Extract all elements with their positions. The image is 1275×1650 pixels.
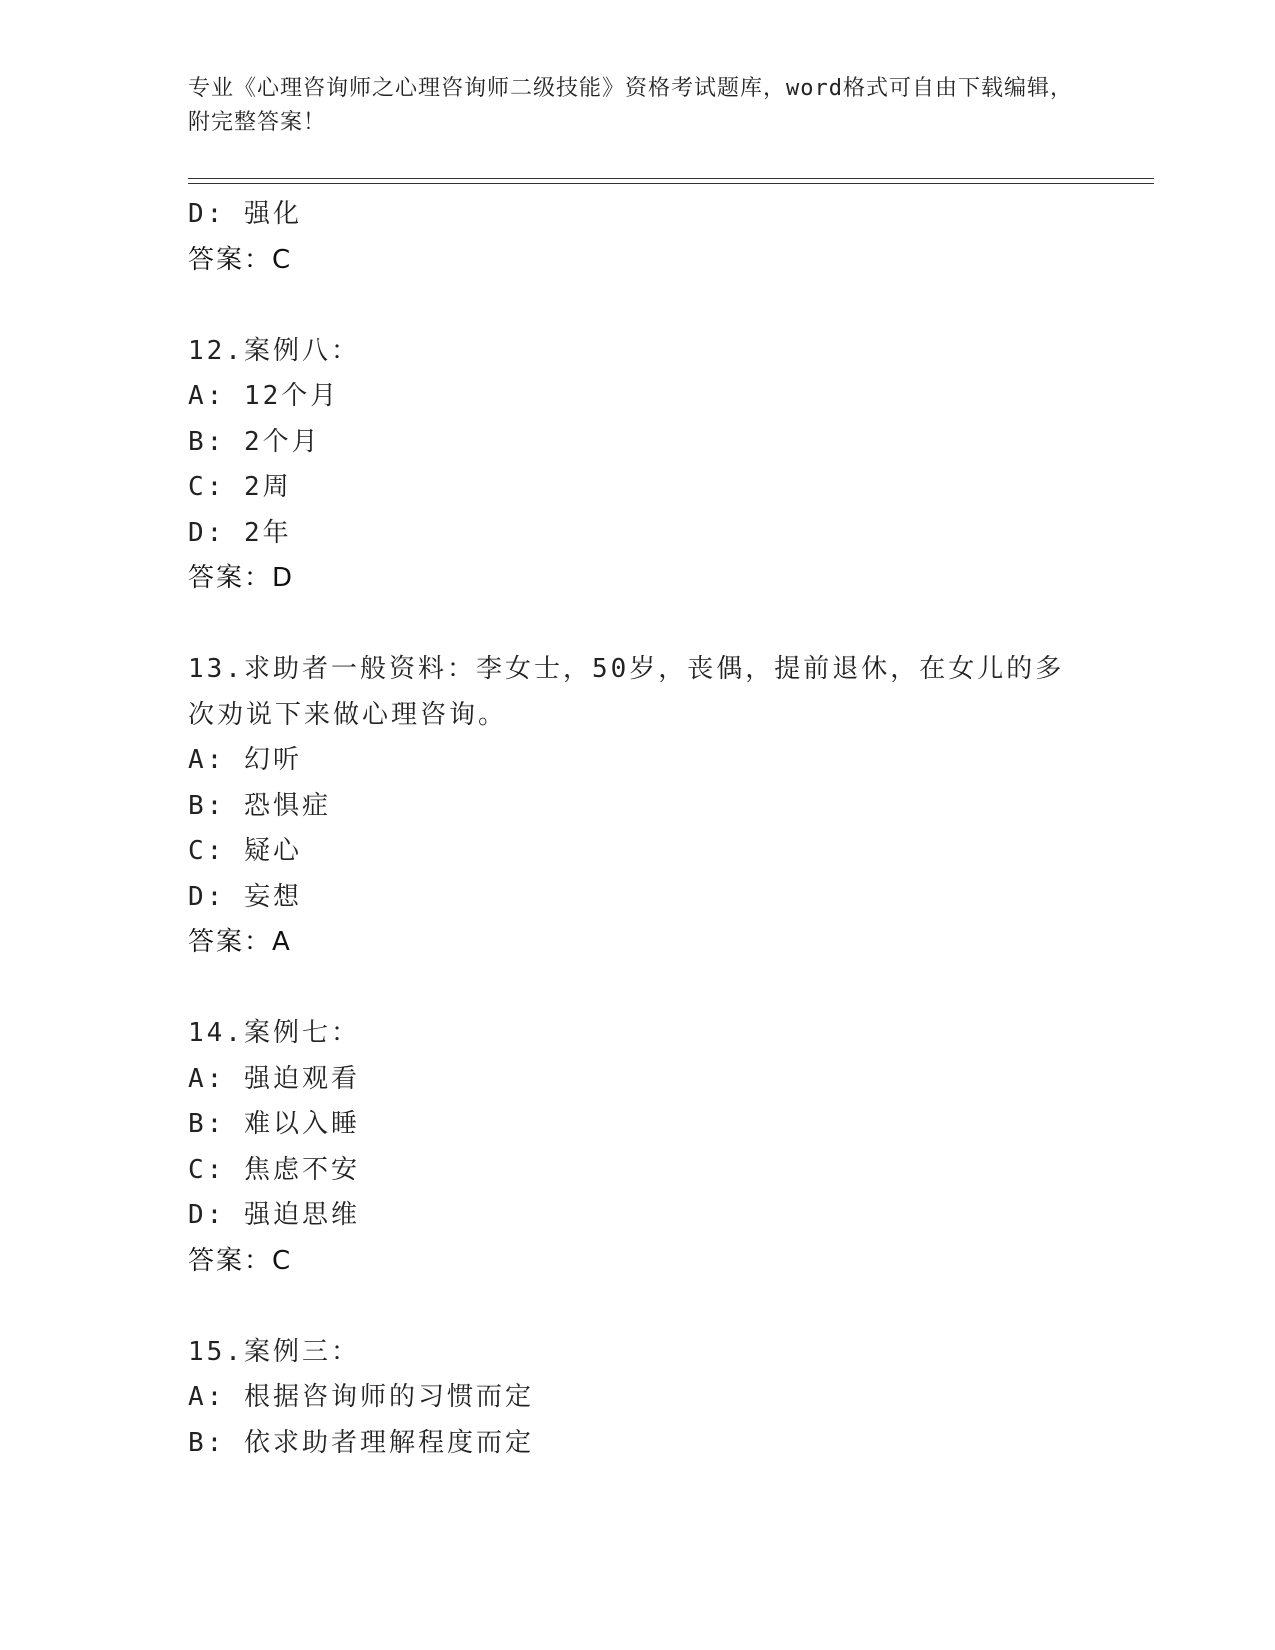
- option-d: D: 强迫思维: [188, 1200, 360, 1230]
- spacer: [188, 283, 1088, 329]
- option-b: B: 2个月: [188, 426, 321, 457]
- answer-label: 答案：C: [188, 244, 293, 275]
- option-c: C: 2周: [188, 472, 292, 502]
- option-d: D: 妄想: [188, 881, 302, 912]
- spacer: [188, 966, 1088, 1012]
- question-14: [188, 1011, 1088, 1284]
- document-header: 专业《心理咨询师之心理咨询师二级技能》资格考试题库，word格式可自由下载编辑，附完整答案！: [188, 76, 1073, 135]
- question-13: [188, 647, 1088, 966]
- spacer: [188, 602, 1088, 648]
- question-stem: 12.案例八：: [188, 335, 360, 366]
- question-stem: 14.案例七：: [188, 1018, 360, 1048]
- option-a: A: 12个月: [188, 381, 340, 411]
- answer-label: 答案：C: [188, 1245, 293, 1276]
- option-a: A: 强迫观看: [188, 1063, 360, 1094]
- option-c: C: 疑心: [188, 836, 302, 866]
- header-divider-bottom: [188, 183, 1154, 184]
- option-d: D: 强化: [188, 199, 302, 229]
- answer-label: 答案：A: [188, 927, 292, 957]
- option-c: C: 焦虑不安: [188, 1154, 360, 1185]
- answer-label: 答案：D: [188, 563, 295, 593]
- question-list: [188, 192, 1088, 1466]
- option-b: B: 难以入睡: [188, 1109, 360, 1139]
- question-stem: 15.案例三：: [188, 1336, 360, 1367]
- option-a: A: 幻听: [188, 745, 302, 775]
- spacer: [188, 1284, 1088, 1330]
- option-a: A: 根据咨询师的习惯而定: [188, 1382, 534, 1412]
- question-15: [188, 1330, 1088, 1467]
- option-b: B: 依求助者理解程度而定: [188, 1427, 534, 1458]
- option-d: D: 2年: [188, 517, 292, 548]
- question-12: [188, 329, 1088, 602]
- question-stem: 13.求助者一般资料：李女士，50岁，丧偶，提前退休，在女儿的多次劝说下来做心理咨询。: [188, 654, 1065, 730]
- option-b: B: 恐惧症: [188, 790, 331, 821]
- header-divider-top: [188, 178, 1154, 179]
